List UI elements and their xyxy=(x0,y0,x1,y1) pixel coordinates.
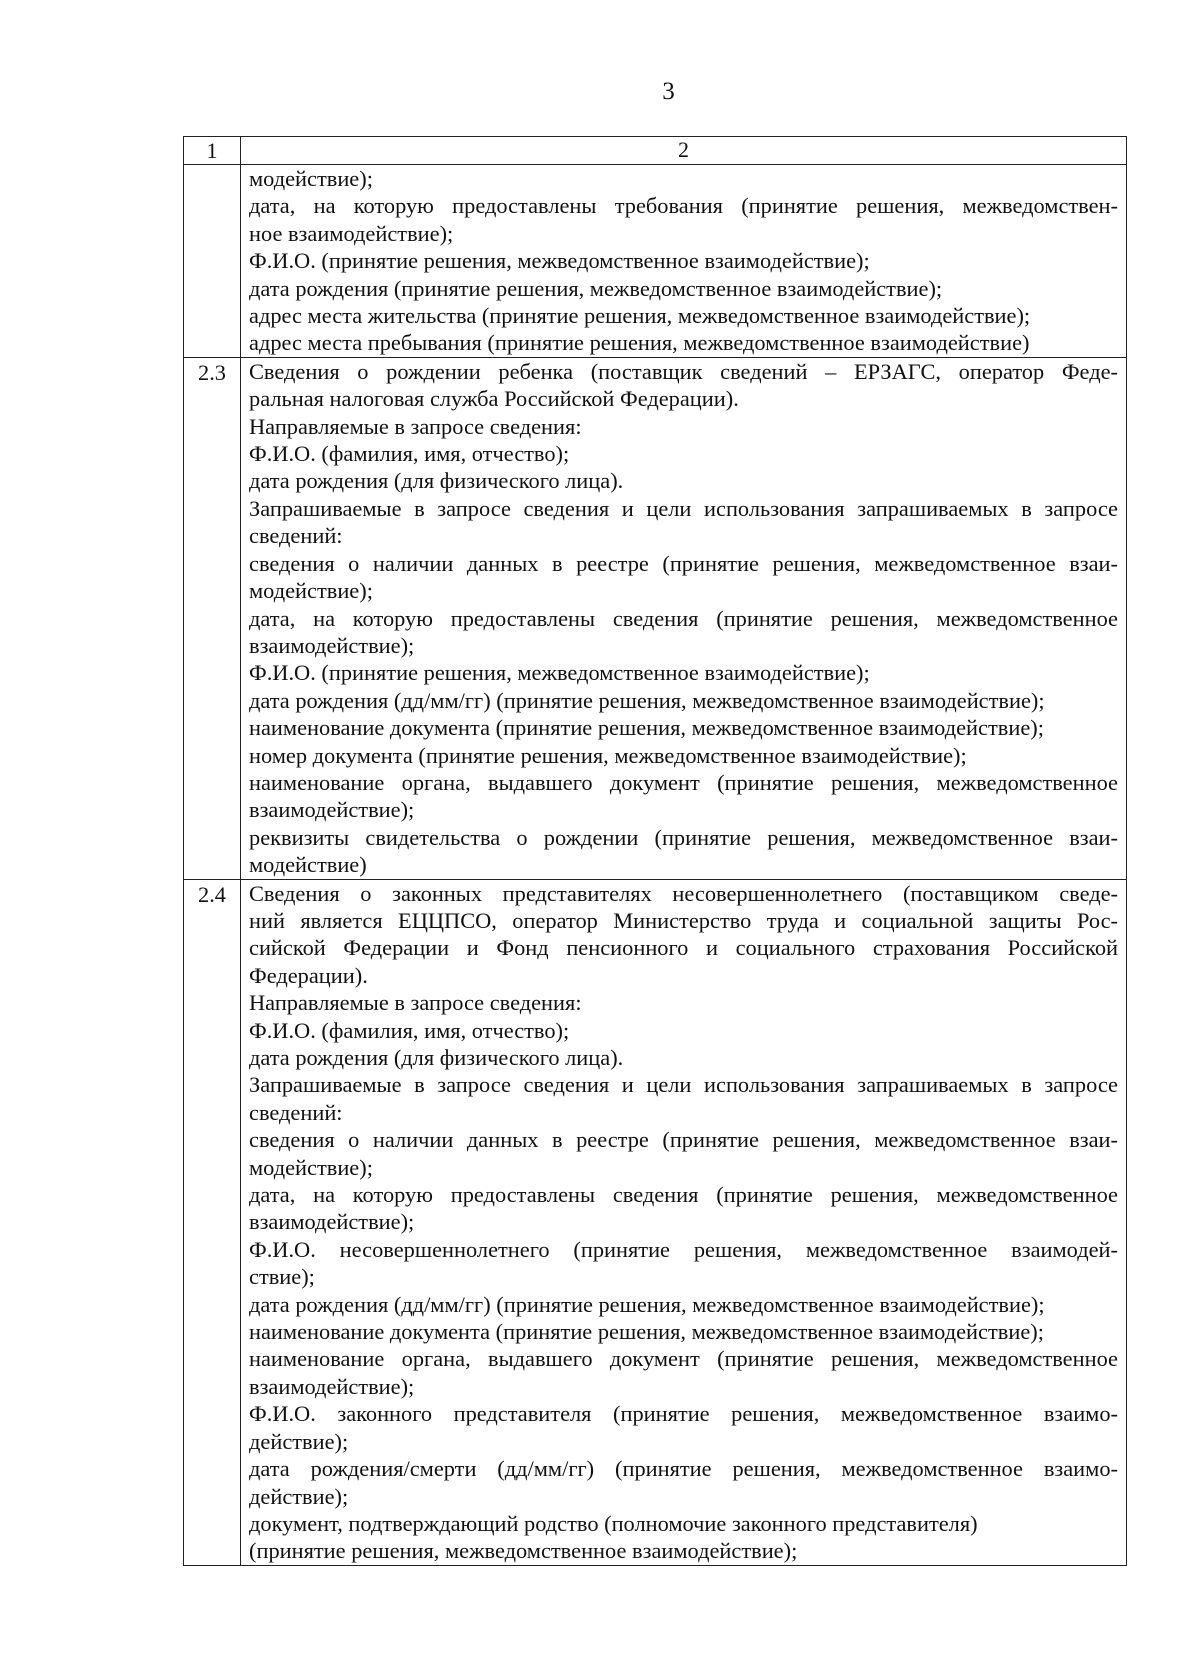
text-line: взаимодействие); xyxy=(249,1373,415,1399)
text-line: Запрашиваемые в запросе сведения и цели использования запрашиваемых в запросе xyxy=(249,495,1118,521)
text-line: Ф.И.О. (принятие решения, межведомственное взаимодействие); xyxy=(249,660,870,686)
table-row xyxy=(184,165,1127,358)
text-line: ний является ЕЦЦПСО, оператор Министерство труда и социальной защиты Рос- xyxy=(249,907,1118,933)
text-line: номер документа (принятие решения, межведомственное взаимодействие); xyxy=(249,742,967,768)
text-line: дата, на которую предоставлены требования (принятие решения, межведомствен- xyxy=(249,193,1118,219)
table-row xyxy=(184,879,1127,1565)
text-line: модействие); xyxy=(249,578,373,604)
row-content-cell xyxy=(241,165,1127,358)
text-line: взаимодействие); xyxy=(249,632,415,658)
text-line: модействие); xyxy=(249,166,373,191)
text-line: сведения о наличии данных в реестре (принятие решения, межведомственное взаи- xyxy=(249,1127,1118,1153)
text-line: дата рождения/смерти (дд/мм/гг) (принятие решения, межведомственное взаимо- xyxy=(249,1456,1118,1482)
row-content-cell xyxy=(241,879,1127,1565)
text-line: наименование органа, выдавшего документ (принятие решения, межведомственное xyxy=(249,769,1118,795)
text-line: дата рождения (дд/мм/гг) (принятие решения, межведомственное взаимодействие); xyxy=(249,687,1045,713)
text-line: документ, подтверждающий родство (полномочие законного представителя) xyxy=(249,1510,978,1536)
text-line: дата, на которую предоставлены сведения (принятие решения, межведомственное xyxy=(249,605,1118,631)
text-line: Сведения о рождении ребенка (поставщик сведений – ЕРЗАГС, оператор Феде- xyxy=(249,358,1118,384)
row-content-cell xyxy=(241,357,1127,879)
text-line: действие); xyxy=(249,1428,349,1454)
header-col-2: 2 xyxy=(241,137,1127,165)
text-line: ствие); xyxy=(249,1264,315,1290)
text-line: взаимодействие); xyxy=(249,1209,415,1235)
text-line: Ф.И.О. (фамилия, имя, отчество); xyxy=(249,441,570,467)
text-line: наименование органа, выдавшего документ (принятие решения, межведомственное xyxy=(249,1346,1118,1372)
text-line: Федерации). xyxy=(249,962,368,988)
table-header-row xyxy=(184,137,1127,165)
text-line: дата рождения (для физического лица). xyxy=(249,468,624,494)
text-line: наименование документа (принятие решения, межведомственное взаимодействие); xyxy=(249,1319,1044,1345)
row-number-cell: 2.4 xyxy=(184,879,241,1565)
text-line: сведения о наличии данных в реестре (принятие решения, межведомственное взаи- xyxy=(249,550,1118,576)
text-line: Направляемые в запросе сведения: xyxy=(249,990,582,1016)
text-line: Ф.И.О. несовершеннолетнего (принятие решения, межведомственное взаимодей- xyxy=(249,1236,1118,1262)
row-number-cell: 2.3 xyxy=(184,357,241,879)
text-line: адрес места пребывания (принятие решения, межведомственное взаимодействие) xyxy=(249,330,1030,356)
text-line: сведений: xyxy=(249,1099,343,1125)
text-line: Ф.И.О. (принятие решения, межведомственное взаимодействие); xyxy=(249,248,870,274)
text-line: Ф.И.О. законного представителя (принятие решения, межведомственное взаимо- xyxy=(249,1401,1118,1427)
text-line: Сведения о законных представителях несовершеннолетнего (поставщиком сведе- xyxy=(249,880,1118,906)
row-number-cell xyxy=(184,165,241,358)
text-line: сведений: xyxy=(249,523,343,549)
document-table xyxy=(183,136,1127,1566)
text-line: сийской Федерации и Фонд пенсионного и социального страхования Российской xyxy=(249,935,1118,961)
text-line: реквизиты свидетельства о рождении (принятие решения, межведомственное взаи- xyxy=(249,824,1118,850)
text-line: дата рождения (принятие решения, межведомственное взаимодействие); xyxy=(249,275,943,301)
text-line: Направляемые в запросе сведения: xyxy=(249,413,582,439)
text-line: модействие); xyxy=(249,1154,373,1180)
text-line: взаимодействие); xyxy=(249,797,415,823)
text-line: (принятие решения, межведомственное взаимодействие); xyxy=(249,1538,798,1564)
text-line: ральная налоговая служба Российской Федерации). xyxy=(249,386,739,412)
text-line: Запрашиваемые в запросе сведения и цели использования запрашиваемых в запросе xyxy=(249,1072,1118,1098)
text-line: дата рождения (дд/мм/гг) (принятие решения, межведомственное взаимодействие); xyxy=(249,1291,1045,1317)
text-line: дата рождения (для физического лица). xyxy=(249,1045,624,1070)
table-row xyxy=(184,357,1127,879)
text-line: Ф.И.О. (фамилия, имя, отчество); xyxy=(249,1017,570,1043)
header-col-1: 1 xyxy=(184,137,241,165)
text-line: дата, на которую предоставлены сведения (принятие решения, межведомственное xyxy=(249,1182,1118,1208)
text-line: действие); xyxy=(249,1483,349,1509)
text-line: модействие) xyxy=(249,852,367,878)
text-line: ное взаимодействие); xyxy=(249,220,454,246)
text-line: адрес места жительства (принятие решения, межведомственное взаимодействие); xyxy=(249,303,1031,329)
page-number: 3 xyxy=(662,78,675,105)
text-line: наименование документа (принятие решения, межведомственное взаимодействие); xyxy=(249,715,1044,741)
